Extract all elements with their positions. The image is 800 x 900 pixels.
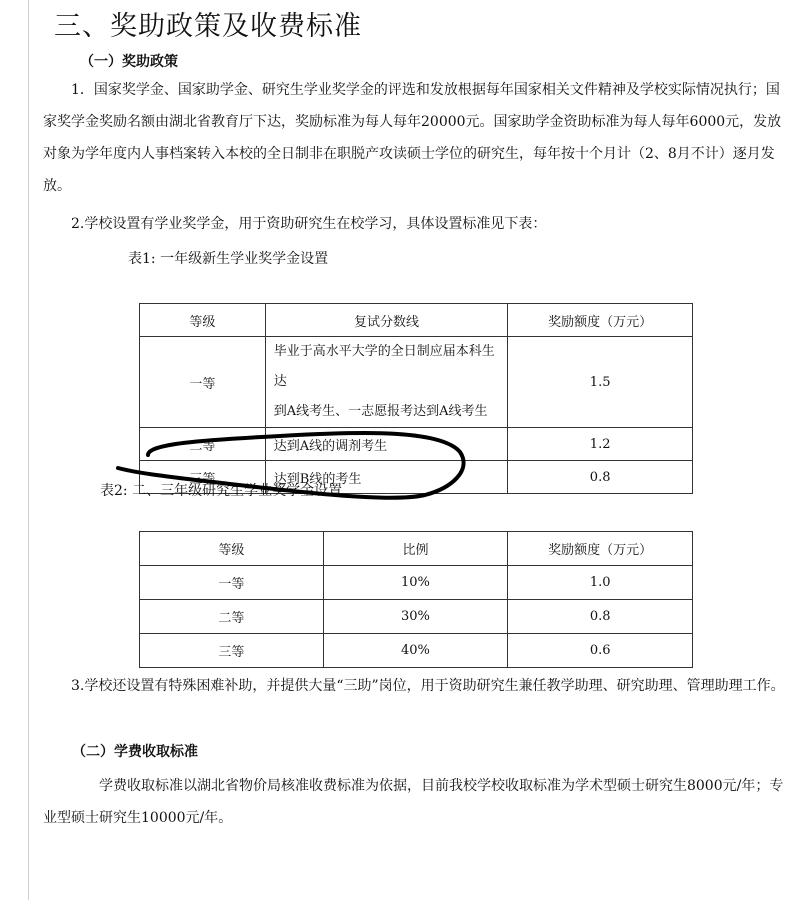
table2-ratio-cell: 10% (323, 566, 508, 600)
table-row (140, 600, 693, 634)
table2-grade-cell: 三等 (140, 634, 324, 668)
section-title: 三、奖助政策及收费标准 (54, 11, 362, 42)
table1-grade-cell: 二等 (140, 428, 266, 461)
paragraph-national-scholarship: 1．国家奖学金、国家助学金、研究生学业奖学金的评选和发放根据每年国家相关文件精神及学校实际情况执行；国家奖学金奖励名额由湖北省教育厅下达，奖励标准为每人每年20000元。国家助学金资助标准为每人每年6000元，发放对象为学年度内人事档案转入本校的全日制非在职脱产攻读硕士学位的研究生，每年按十个月计（2、8月不计）逐月发放。 (43, 82, 782, 194)
page-left-border (28, 0, 29, 900)
table2-header-amount: 奖励额度（万元） (508, 532, 693, 566)
score-line-text: 到A线考生、一志愿报考达到A线考生 (273, 404, 488, 419)
subsection-title-awards: （一）奖助政策 (80, 54, 178, 70)
table1-header-grade: 等级 (140, 304, 266, 337)
paragraph-tuition: 学费收取标准以湖北省物价局核准收费标准为依据，目前我校学校收取标准为学术型硕士研究生8000元/年；专业型硕士研究生10000元/年。 (43, 778, 784, 826)
paragraph-hardship-subsidy: 3.学校还设置有特殊困难补助，并提供大量“三助”岗位，用于资助研究生兼任教学助理、研究助理、管理助理工作。 (71, 678, 785, 694)
paragraph-academic-scholarship: 2.学校设置有学业奖学金，用于资助研究生在校学习，具体设置标准见下表： (71, 216, 547, 232)
table1-header-amount: 奖励额度（万元） (508, 304, 693, 337)
table-row (140, 428, 693, 461)
table1-grade-cell: 一等 (140, 337, 266, 428)
table-row (140, 566, 693, 600)
table2-header-grade: 等级 (140, 532, 324, 566)
table2-amount-cell: 0.6 (508, 634, 693, 668)
table1-header-row (140, 304, 693, 337)
table1-score-line-cell: 达到B线的考生 (265, 461, 508, 494)
table1-amount-cell: 1.2 (508, 428, 693, 461)
table-row (140, 337, 693, 428)
table2-header-ratio: 比例 (323, 532, 508, 566)
score-line-text: 毕业于高水平大学的全日制应届本科生达 (273, 344, 495, 389)
table2-header-row (140, 532, 693, 566)
table2-ratio-cell: 40% (323, 634, 508, 668)
table2-amount-cell: 1.0 (508, 566, 693, 600)
table1-grade-cell: 三等 (140, 461, 266, 494)
table2-senior-scholarship (139, 531, 693, 668)
table1-amount-cell: 1.5 (508, 337, 693, 428)
subsection-title-tuition: （二）学费收取标准 (72, 744, 198, 760)
table1-amount-cell: 0.8 (508, 461, 693, 494)
table1-header-score-line: 复试分数线 (265, 304, 508, 337)
table2-amount-cell: 0.8 (508, 600, 693, 634)
table1-freshman-scholarship (139, 303, 693, 494)
table-row (140, 634, 693, 668)
table1-caption: 表1: 一年级新生学业奖学金设置 (128, 251, 329, 267)
table1-score-line-cell (265, 337, 508, 428)
table2-caption: 表2: 二、三年级研究生学业奖学金设置 (100, 483, 343, 499)
table1-score-line-cell: 达到A线的调剂考生 (265, 428, 508, 461)
table2-grade-cell: 一等 (140, 566, 324, 600)
table2-grade-cell: 二等 (140, 600, 324, 634)
table2-ratio-cell: 30% (323, 600, 508, 634)
